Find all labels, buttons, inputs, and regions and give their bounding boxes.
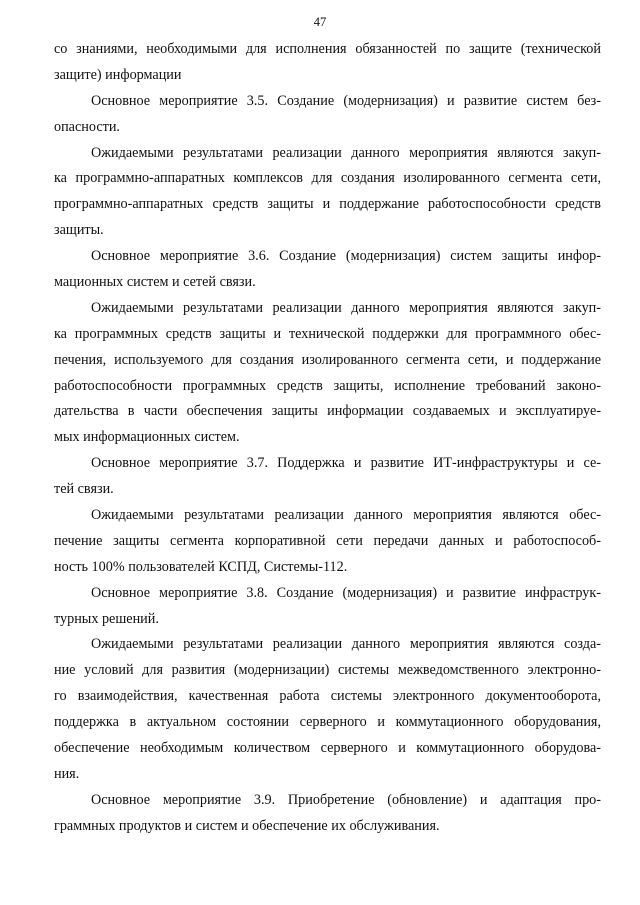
text-line: печения, используемого для создания изолированного сегмента сети, и поддержание: [54, 351, 601, 368]
text-line: ние условий для развития (модернизации) системы межведомственного электронно-: [54, 662, 601, 679]
text-line: Основное мероприятие 3.6. Создание (модернизация) систем защиты инфор-: [91, 248, 601, 265]
text-line: Основное мероприятие 3.8. Создание (модернизация) и развитие инфраструк-: [91, 584, 601, 601]
text-line: поддержка в актуальном состоянии серверного и коммутационного оборудования,: [54, 714, 601, 731]
text-line: дательства в части обеспечения защиты информации создаваемых и эксплуатируе-: [54, 403, 601, 420]
text-line: ния.: [54, 765, 80, 782]
text-line: Ожидаемыми результатами реализации данного мероприятия являются обес-: [91, 507, 601, 524]
text-line: турных решений.: [54, 610, 159, 627]
text-line: Основное мероприятие 3.9. Приобретение (обновление) и адаптация про-: [91, 791, 601, 808]
text-line: обеспечение необходимым количеством серверного и коммутационного оборудова-: [54, 740, 601, 757]
text-line: ка программно-аппаратных комплексов для создания изолированного сегмента сети,: [54, 170, 601, 187]
text-line: Ожидаемыми результатами реализации данного мероприятия являются закуп-: [91, 144, 601, 161]
text-line: программно-аппаратных средств защиты и поддержание работоспособности средств: [54, 196, 601, 213]
text-line: Основное мероприятие 3.7. Поддержка и развитие ИТ-инфраструктуры и се-: [91, 455, 601, 472]
text-line: Ожидаемыми результатами реализации данного мероприятия являются закуп-: [91, 299, 601, 316]
text-line: защите) информации: [54, 66, 182, 83]
text-line: мых информационных систем.: [54, 429, 240, 446]
body-text: [54, 37, 601, 840]
text-line: мационных систем и сетей связи.: [54, 274, 256, 291]
text-line: тей связи.: [54, 481, 114, 498]
text-line: ность 100% пользователей КСПД, Системы-112.: [54, 558, 348, 575]
text-line: граммных продуктов и систем и обеспечение их обслуживания.: [54, 817, 440, 834]
text-line: защиты.: [54, 222, 104, 239]
text-line: опасности.: [54, 118, 120, 135]
text-line: со знаниями, необходимыми для исполнения обязанностей по защите (технической: [54, 41, 601, 57]
text-line: ка программных средств защиты и технической поддержки для программного обес-: [54, 325, 601, 342]
page-number: 47: [313, 15, 327, 29]
text-line: Основное мероприятие 3.5. Создание (модернизация) и развитие систем без-: [91, 92, 601, 109]
text-line: работоспособности программных средств защиты, исполнение требований законо-: [54, 377, 601, 394]
text-line: печение защиты сегмента корпоративной сети передачи данных и работоспособ-: [54, 532, 601, 549]
text-line: Ожидаемыми результатами реализации данного мероприятия являются созда-: [91, 636, 601, 653]
text-line: го взаимодействия, качественная работа системы электронного документооборота,: [54, 688, 601, 705]
